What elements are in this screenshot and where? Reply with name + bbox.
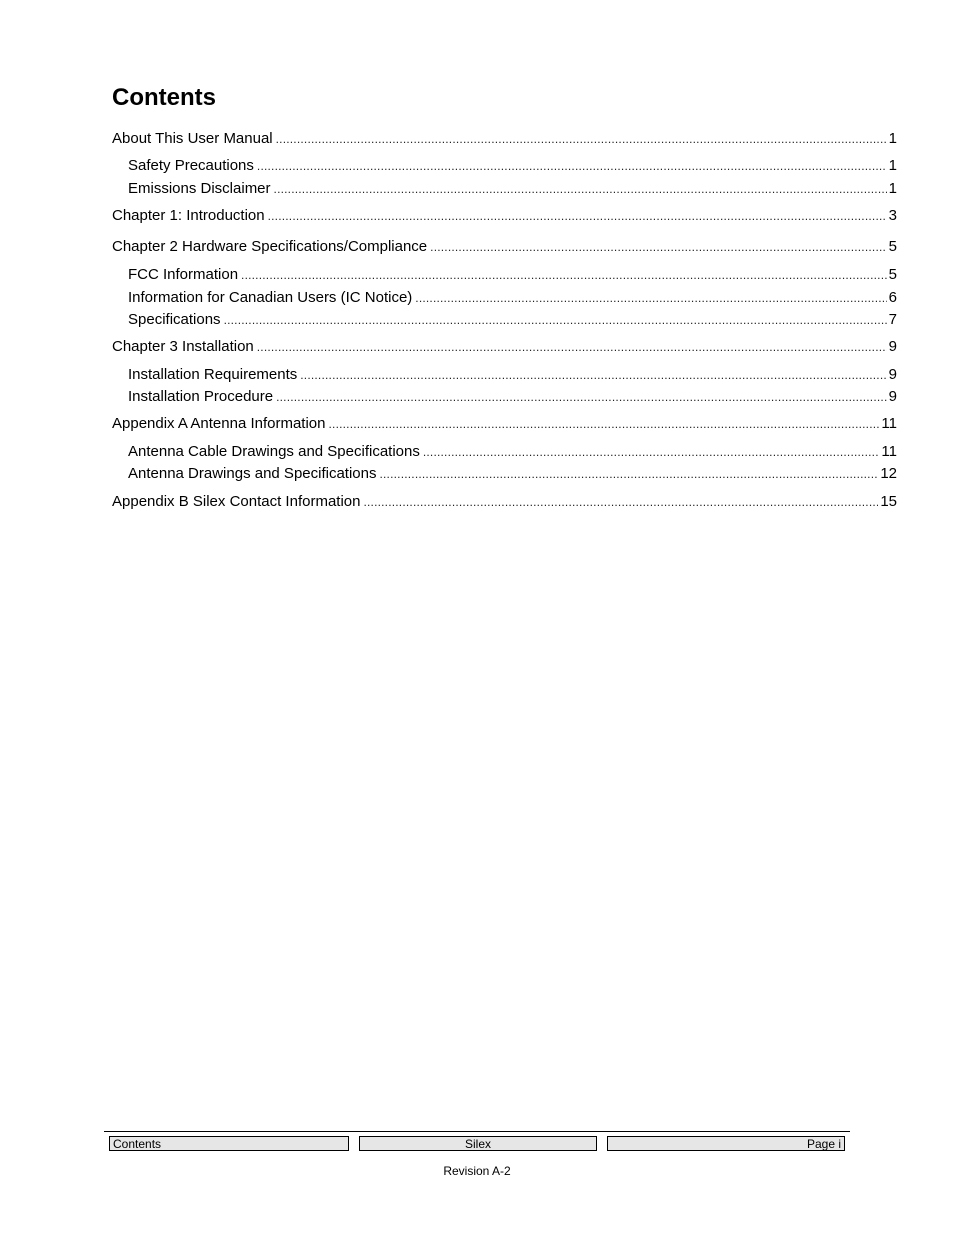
toc-entry-title: Chapter 3 Installation [112,338,254,355]
toc-entry-page: 5 [888,266,897,283]
toc-entry-safety-precautions[interactable] [128,156,897,176]
toc-entry-title: Appendix B Silex Contact Information [112,493,361,510]
toc-entry-appendix-b[interactable] [112,492,897,512]
toc-entry-page: 3 [888,207,897,224]
footer-divider [104,1131,850,1132]
toc-entry-page: 5 [888,238,897,255]
page-title: Contents [112,84,216,111]
toc-entry-page: 1 [888,130,897,147]
toc-entry-page: 9 [888,366,897,383]
toc-entry-title: Installation Requirements [128,366,298,383]
toc-leader-dots [274,179,887,199]
toc-entry-installation-procedure[interactable] [128,387,897,407]
toc-leader-dots [241,265,887,285]
toc-entry-page: 1 [888,180,897,197]
toc-leader-dots [257,156,887,176]
toc-entry-title: Installation Procedure [128,388,274,405]
toc-entry-ic-notice[interactable] [128,288,897,308]
toc-leader-dots [430,237,887,257]
table-of-contents [112,0,897,1235]
toc-entry-chapter-2[interactable] [112,237,897,257]
toc-entry-page: 9 [888,388,897,405]
toc-entry-about-manual[interactable] [112,129,897,149]
toc-entry-antenna-drawings[interactable] [128,464,897,484]
toc-leader-dots [329,414,880,434]
toc-leader-dots [363,492,878,512]
footer-page-number: Page i [607,1136,845,1151]
footer-section-name: Contents [109,1136,349,1151]
toc-entry-page: 6 [888,289,897,306]
toc-leader-dots [276,129,887,149]
toc-entry-page: 9 [888,338,897,355]
toc-entry-specifications[interactable] [128,310,897,330]
toc-entry-page: 11 [881,443,897,460]
footer-company-name: Silex [359,1136,597,1151]
toc-leader-dots [268,206,887,226]
toc-entry-page: 7 [888,311,897,328]
toc-leader-dots [257,337,887,357]
toc-entry-title: Antenna Cable Drawings and Specifications [128,443,420,460]
toc-entry-title: Information for Canadian Users (IC Notice) [128,289,413,306]
toc-leader-dots [224,310,887,330]
toc-leader-dots [423,442,880,462]
toc-entry-title: Chapter 2 Hardware Specifications/Compliance [112,238,428,255]
toc-entry-chapter-1[interactable] [112,206,897,226]
toc-entry-title: Antenna Drawings and Specifications [128,465,377,482]
toc-entry-chapter-3[interactable] [112,337,897,357]
toc-entry-title: Chapter 1: Introduction [112,207,265,224]
toc-entry-page: 1 [888,157,897,174]
toc-entry-title: About This User Manual [112,130,273,147]
toc-entry-title: Safety Precautions [128,157,254,174]
toc-entry-antenna-cable-drawings[interactable] [128,442,897,462]
toc-leader-dots [379,464,878,484]
toc-leader-dots [415,288,886,308]
toc-entry-title: Emissions Disclaimer [128,180,271,197]
toc-leader-dots [276,387,887,407]
toc-entry-emissions-disclaimer[interactable] [128,179,897,199]
toc-entry-title: Appendix A Antenna Information [112,415,326,432]
toc-entry-page: 12 [880,465,897,482]
toc-entry-installation-requirements[interactable] [128,365,897,385]
toc-entry-page: 15 [880,493,897,510]
toc-entry-fcc-information[interactable] [128,265,897,285]
toc-leader-dots [300,365,886,385]
toc-entry-page: 11 [881,415,897,432]
revision-label: Revision A-2 [443,1164,511,1178]
toc-entry-appendix-a[interactable] [112,414,897,434]
toc-entry-title: Specifications [128,311,221,328]
toc-entry-title: FCC Information [128,266,239,283]
